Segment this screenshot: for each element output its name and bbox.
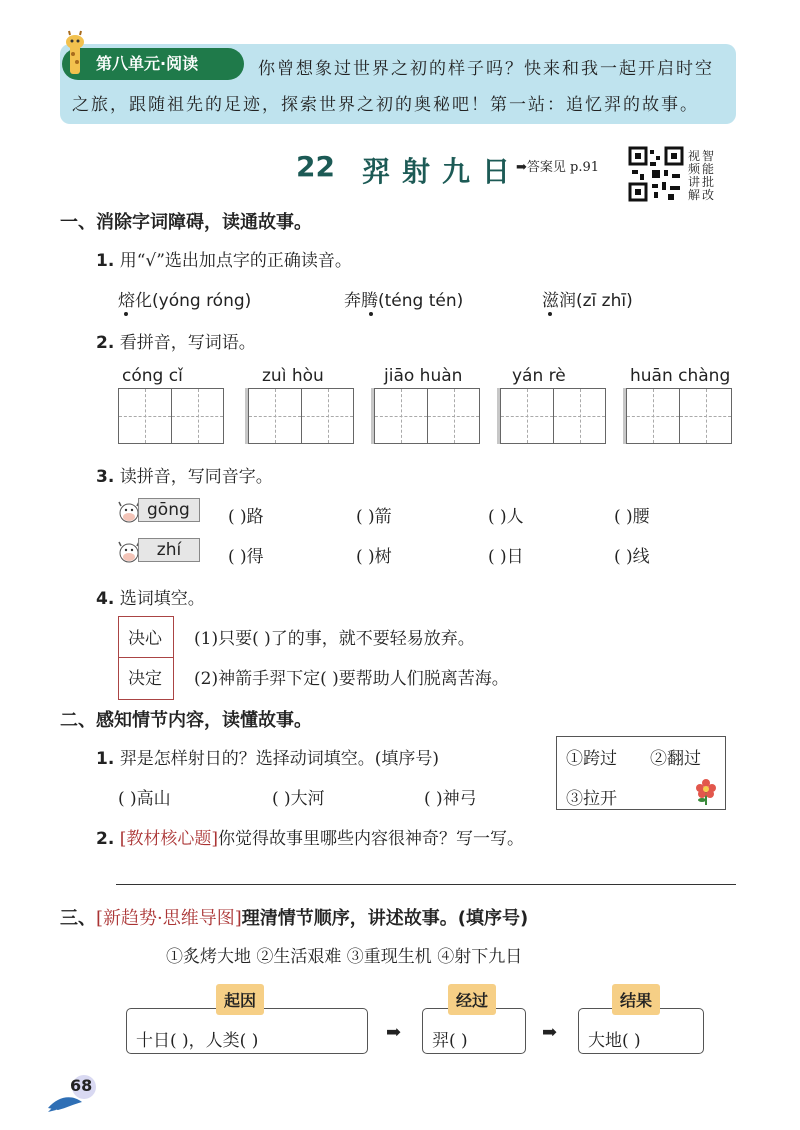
writing-grid-4[interactable] [500, 388, 606, 444]
verb-blank-2[interactable]: ( )大河 [272, 789, 325, 809]
homophone-blank-2[interactable]: ( )箭 [356, 507, 392, 527]
verb-option-1: ①跨过 [566, 749, 617, 769]
pinyin-tag-zhi: zhí [138, 538, 200, 562]
flow-content-cause[interactable]: 十日( )，人类( ) [136, 1031, 259, 1051]
homophone-blank-1[interactable]: ( )路 [228, 507, 264, 527]
lesson-number: 22 [296, 150, 335, 183]
fill-sentence-2[interactable]: (2)神箭手羿下定( )要帮助人们脱离苦海。 [194, 669, 509, 689]
section-3-heading: 三、[新趋势·思维导图]理清情节顺序，讲述故事。(填序号) [60, 908, 529, 929]
giraffe-icon [58, 30, 92, 80]
flower-icon [694, 778, 718, 806]
emphasis-dot [124, 312, 128, 316]
pronunciation-item-1: 熔化(yóng róng) [118, 291, 252, 311]
lesson-title: 羿射九日 [362, 155, 523, 188]
verb-blank-1[interactable]: ( )高山 [118, 789, 171, 809]
emphasis-dot [369, 312, 373, 316]
verb-option-2: ②翻过 [650, 749, 701, 769]
question-2: 2. 看拼音，写词语。 [96, 333, 256, 353]
cow-icon [118, 540, 140, 564]
flow-tag-cause: 起因 [216, 984, 264, 1015]
pinyin-4: yán rè [512, 366, 566, 386]
question-3: 3. 读拼音，写同音字。 [96, 467, 273, 487]
question-1: 1. 用“√”选出加点字的正确读音。 [96, 251, 352, 271]
question-5: 1. 羿是怎样射日的？选择动词填空。(填序号) [96, 749, 439, 769]
cow-icon [118, 500, 140, 524]
pinyin-2: zuì hòu [262, 366, 324, 386]
pinyin-5: huān chàng [630, 366, 731, 386]
writing-grid-1[interactable] [118, 388, 224, 444]
answer-line[interactable] [116, 884, 736, 885]
choice-word-2: 决定 [128, 669, 162, 689]
choice-divider [118, 657, 174, 658]
fill-sentence-1[interactable]: (1)只要( )了的事，就不要轻易放弃。 [194, 629, 475, 649]
flow-content-result[interactable]: 大地( ) [588, 1031, 641, 1051]
writing-grid-2[interactable] [248, 388, 354, 444]
mindmap-options: ①炙烤大地 ②生活艰难 ③重现生机 ④射下九日 [166, 947, 523, 967]
section-2-heading: 二、感知情节内容，读懂故事。 [60, 710, 312, 731]
arrow-right-icon: ➡ [386, 1022, 402, 1043]
homophone-blank-7[interactable]: ( )日 [488, 547, 524, 567]
pronunciation-item-3: 滋润(zī zhī) [542, 291, 633, 311]
qr-caption-grading: 智 能 批 改 [702, 149, 715, 202]
homophone-blank-5[interactable]: ( )得 [228, 547, 264, 567]
writing-grid-3[interactable] [374, 388, 480, 444]
qr-caption-video: 视 频 讲 解 [688, 149, 701, 202]
question-4: 4. 选词填空。 [96, 589, 205, 609]
pinyin-tag-gong: gōng [138, 498, 200, 522]
homophone-blank-8[interactable]: ( )线 [614, 547, 650, 567]
section-1-heading: 一、消除字词障碍，读通故事。 [60, 212, 312, 233]
page-number: 68 [70, 1076, 93, 1095]
emphasis-dot [548, 312, 552, 316]
qr-code-icon[interactable] [628, 146, 684, 202]
writing-grid-5[interactable] [626, 388, 732, 444]
question-6: 2. [教材核心题]你觉得故事里哪些内容很神奇？写一写。 [96, 829, 524, 849]
choice-word-1: 决心 [128, 629, 162, 649]
answer-reference: ➡答案见 p.91 [516, 160, 600, 175]
unit-label: 第八单元·阅读 [62, 48, 244, 80]
arrow-right-icon: ➡ [542, 1022, 558, 1043]
homophone-blank-6[interactable]: ( )树 [356, 547, 392, 567]
flow-content-process[interactable]: 羿( ) [432, 1031, 468, 1051]
flow-tag-process: 经过 [448, 984, 496, 1015]
intro-line-2: 之旅，跟随祖先的足迹，探索世界之初的奥秘吧！第一站：追忆羿的故事。 [72, 95, 699, 115]
flow-tag-result: 结果 [612, 984, 660, 1015]
homophone-blank-4[interactable]: ( )腰 [614, 507, 650, 527]
intro-line-1: 你曾想象过世界之初的样子吗？快来和我一起开启时空 [258, 59, 714, 79]
pinyin-1: cóng cǐ [122, 366, 183, 386]
homophone-blank-3[interactable]: ( )人 [488, 507, 524, 527]
pinyin-3: jiāo huàn [384, 366, 463, 386]
verb-blank-3[interactable]: ( )神弓 [424, 789, 477, 809]
verb-option-3: ③拉开 [566, 789, 617, 809]
pronunciation-item-2: 奔腾(téng tén) [344, 291, 464, 311]
